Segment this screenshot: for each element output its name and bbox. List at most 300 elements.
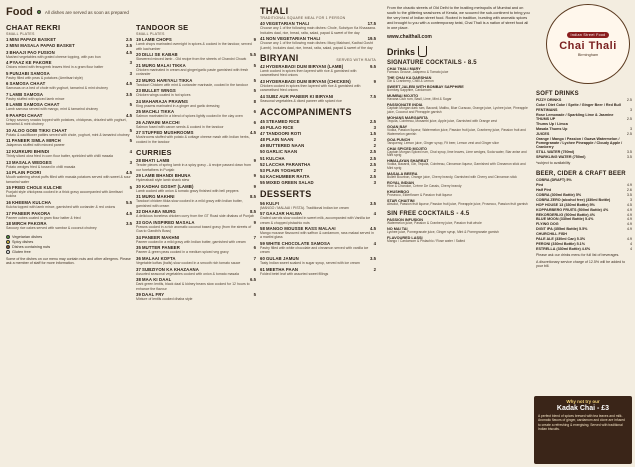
menu-item-number: 37 [136,266,141,272]
menu-item-name [260,143,304,148]
menu-item-description: Chicken cooked in spices then layered with rice & garnished with caramelised fried onions [260,84,361,93]
allergen-footnote: Some of the dishes on our menu may contain nuts and other allergens. Please ask a member of staff for more information. [6,256,131,266]
menu-item-name [260,201,279,206]
menu-item-label: MINI PAPADI BASKET [9,37,57,43]
beer-name: PALE ALE (330ml Can) 5.3% [536,237,586,242]
menu-item-description: Chicken marinated in cream and ginger/garlic paste garnished with fresh coriander [136,67,249,77]
soft-drink [536,137,632,149]
beer-price: 4 [629,246,632,251]
soft-drink-price: 2.5 [626,97,632,102]
menu-item-price: 4.5 [126,112,132,118]
menu-item-number: 45 [260,118,265,124]
cocktail-name: THE CHAI KA DARSHAN [387,75,432,80]
menu-item-description: Jalapenos stuffed with minced paneer [6,143,65,148]
menu-item-name [6,43,75,48]
menu-item-number: 10 [6,127,11,133]
soft-drink [536,132,632,136]
cocktail-description: Mango / Cardamom & Pistachio / Rose water / Salted [387,239,466,244]
menu-item-label: LACCHA PARANTHA [265,161,311,167]
soft-drink-name: Thums Up / Limca [536,122,568,127]
beer [536,242,632,246]
menu-item-label: DHAABA MURG [141,209,176,215]
menu-item-description: Choose any 1 of the following main dishes: Murg Makhani, Kadhai Gosht (Lamb). Includes daal, rice, bread, raita, salad, papad & sweet of the day [260,41,373,50]
cocktail-item [387,138,531,146]
cocktail-description: Hine & Chandon, Crème De Cassis, Cherry brandy [387,184,462,189]
menu-item-name [136,63,186,68]
cocktail-description: Captain Morgan dark rum, Bacardi, Malibu, Blue Curacao, Orange juice, Lychee juice, Pineapple juice, Coconut and Pineapple garnish [387,105,528,114]
website-link[interactable]: www.chaithali.com [387,34,432,40]
menu-item-description: Paneer cooked in a mild gravy with Indian butter, garnished with cream [136,239,246,244]
menu-item-price: 6 [253,266,256,272]
menu-item-description: Mouth watering wheat puffs filled with masala potatoes served with sweet & sour tamarind water [6,175,131,184]
beer-price: 4.9 [626,222,632,227]
menu-item-name [260,119,300,124]
menu-item-number: 29 [136,173,141,179]
menu-item-label: KACHUMBER RAITA [265,174,310,180]
menu-item-number: 57 [260,211,265,217]
menu-item [6,37,132,42]
menu-item-label: LAMB BHANDI BHUNA [141,173,191,179]
menu-item-label: MAHARAJA PRAWNS [141,98,188,104]
beer-price: 4.9 [626,212,632,217]
beer [536,222,632,226]
menu-item-label: ALOO GOBI TIKKI CHAAT [11,127,67,133]
soft-drink-name: SPARKLING WATER (750ml) [536,154,586,159]
beer-name: Pint [536,183,543,188]
menu-item-number: 39 [136,292,141,298]
menu-item-price: 2.5 [370,149,376,155]
menu-item-label: GAAJAR HALWA [265,211,303,217]
menu-item-number: 49 [260,143,265,149]
menu-item-number: 34 [136,234,141,240]
soft-drink [536,98,632,102]
menu-item-number: 5 [6,70,9,76]
beer-price: 4.9 [626,237,632,242]
beer-name: REKORDERLIG (500ml Bottle) 4% [536,212,596,217]
menu-item-name [6,71,50,76]
menu-item-price: 2.5 [370,161,376,167]
sinfree-cocktails-title: SIN FREE COCKTAILS - 4.5 [387,211,470,218]
menu-item-name [260,137,293,142]
menu-item-price: 9 [253,158,256,164]
menu-item-number: 32 [136,209,141,215]
menu-item-number: 48 [260,137,265,143]
menu-item-number: 31 [136,194,141,200]
menu-item-price: 8.5 [250,194,256,200]
cocktail-description: Bulleit Bourbon, Orange juice, Cherry brandy, Garnished with Cherry and Cinnamon stick [387,175,517,180]
beer [536,188,632,192]
menu-item-description: Tandoori Chicken with mint & coriander marinade, cooked in the tandoor [136,82,248,87]
menu-item-price: 5 [129,127,132,133]
menu-item-price: 17.5 [367,21,376,27]
soft-drink-price: 3.5 [626,154,632,159]
menu-item-price: 2.5 [370,155,376,161]
menu-item-price: 2 [373,137,376,143]
sinfree-cocktails-list [387,218,531,244]
beer-name: COBRA (DRAFT) 5% [536,178,572,183]
beer [536,193,632,197]
thali-list [260,21,376,50]
section-subtitle-tandoor: SMALL PLATES [136,32,165,36]
menu-item-name [260,180,314,185]
menu-item [260,131,376,136]
menu-item-price: 4.5 [370,226,376,232]
menu-item-number: 6 [6,81,9,87]
cocktail-item [387,67,531,75]
soft-drink-name: JUICES [536,132,550,137]
beer-price: 2.6 [626,188,632,193]
menu-item-label: KULCHA [265,155,285,161]
soft-drink-name: Rose Lemonade / Sparkling Lime & Jasmine [536,112,614,117]
cocktail-name: KHUSHBOO [387,190,410,195]
logo-location: Birmingham [577,52,599,57]
menu-item-label: MUTTER PANEER [141,245,180,251]
cocktail-description: Gin & Cranberry, Chilli & Lemon [387,78,434,83]
beer-name: HOP HOUSE 13 (330ml Bottle) 5% [536,202,595,207]
menu-item-price: 5 [253,292,256,298]
menu-item-number: 54 [260,174,265,180]
legend-item [6,235,132,239]
cocktail-description: Havana Club rum, Basil, Lime, Mint & Sugar [387,96,452,101]
soft-drink-name: Orange / Mango / Passion / Guava Watermelon / Pomegranate / Lychee Pineapple / Cloudy Apple / Cranberry [536,137,623,150]
cocktail-description: Vodka, Passion liqueur, Watermelon juice, Passion fruit juice, Cranberry juice, Passion fruit and Watermelon garnish [387,127,526,136]
menu-item-label: WHITE CHOCOLATE SAMOSA [265,241,331,246]
menu-item-description: Lamb cooked in spices then layered with rice & garnished with caramelised fried onions [260,69,357,78]
cocktail-item [387,172,531,180]
menu-item-price: 3 [129,60,132,66]
menu-item-name [260,156,285,161]
cocktail-name: CHAI SPICED MOJITO [387,146,428,151]
menu-item-number: 7 [6,91,9,97]
beer [536,237,632,241]
menu-item-label: PANEER PAKORA [11,210,51,216]
cocktail-description: Famous Grouse, Jalapeno & Tomato juice [387,70,449,74]
menu-item [260,143,376,148]
menu-item-label: STUFFED MUSHROOMS [141,130,194,136]
cocktail-item [387,236,531,244]
menu-item-description: Pastry stuffed with spiced lamb mince [6,96,65,101]
menu-item-label: KULFI [265,200,280,206]
menu-item-name [6,160,52,165]
menu-item-label: MURG HARIYALI TIKKA [141,77,193,83]
menu-item-description: Tasty Indian sweet soaked in sugar syrup, served with ice cream [260,260,360,265]
menu-item-label: LAMB SAMOSA CHAAT [9,102,60,108]
beer [536,208,632,212]
chai-thali-logo [546,4,630,84]
menu-item-description: Salmon marinated in a blend of spices lightly cooked in the clay oven [136,114,243,119]
cocktail-description: Tanqueray, Lemon juice, Ginger syrup, Fit beer, Lemon zest and Ginger slice [387,140,499,145]
legend-label: Vegetarian dishes [12,234,43,239]
menu-item-label: MURG MAKHNI [141,194,175,200]
menu-item-label: VEGETARIAN THALI [265,21,310,27]
yellow-dot-icon [6,240,10,244]
cocktail-name: PASSIONATE INDIA [387,102,423,107]
section-title-tandoor: TANDOOR SE [136,23,189,32]
menu-item-description: Potato wedges fried & tossed in chilli masala [6,164,76,169]
intro-text: From the chaotic streets of Old Delhi to the bustling metropolis of Mumbai and on south to the glittering seashores of Kerala, we scoured the sub-continent to bring you the very best of Indian street food. Rooted in tradition, bursting with aromatic spices and brought to you with a contemporary twist, Chai Thali is a nation of street food all in one place. [387,6,530,30]
menu-item-label: MIXED GREEN SALAD [265,180,314,186]
menu-item-description: Mashed vegetables with grated cheese topping, with pav bun [6,54,101,59]
menu-item-label: AJWAINI MACCHI [141,119,180,125]
menu-item-description: Tandoori chicken tikka slow cooked in a mild gravy with Indian butter, garnished with cream [136,199,243,208]
legend-item [6,250,132,254]
menu-item-label: KURKURI BHINDI [11,149,50,154]
soft-drink-name: FENTIMANS [536,107,558,112]
cocktail-name: CHAI THALI MARY [387,67,421,71]
beer [536,247,632,251]
beer [536,213,632,217]
menu-item-number: 60 [260,255,265,261]
cocktail-item [387,190,531,198]
soft-drink [536,155,632,159]
menu-item-description: Crispy savoury snacks topped with potatoes, chickpeas, drizzled with yoghurt, tamarind & mint chutney [6,117,127,127]
menu-item-label: BULLET WINGS [141,88,176,94]
menu-item-price: 3.5 [126,43,132,49]
cocktail-name: STAR CHAITINI [387,199,415,204]
menu-item-price: 3 [129,159,132,165]
service-charge-note: A discretionary service charge of 12.5% will be added to your bill. [536,259,626,269]
beer-name: COBRA (300ml Bottle) 5% [536,193,582,198]
menu-item-price: 9 [253,173,256,179]
beer-name: ESTRELLA (330ml Bottle) 4.6% [536,246,591,251]
menu-item-number: 40 [260,21,265,27]
menu-item-price: 6 [253,119,256,125]
menu-item-price: 5 [129,102,132,108]
menu-item-number: 44 [260,93,265,99]
menu-item-price: 9 [253,219,256,225]
menu-item-description: Choose any 1 of the following main dishes: Chole, Subziyon Ka Khazaana. Includes daal, rice, bread, raita, salad, papad & sweet of the day [260,26,376,35]
menu-item-number: 56 [260,200,265,206]
beer [536,227,632,231]
menu-item-description: Salmon fused with carom seeds & cooked in the tandoor [136,124,224,129]
menu-item-name [260,149,297,154]
beer-title: BEER, CIDER & CRAFT BEER [536,171,626,178]
menu-item-label: BHAAJI PAO FUSION [9,49,55,55]
menu-item-number: 26 [136,119,141,125]
beer-name: Half Pint [536,188,551,193]
menu-item-label: MAA KI DAAL [141,277,172,283]
menu-item-label: BHATI LAMB [141,158,170,164]
menu-item-price: 1.5 [370,130,376,136]
menu-item-price: 6.5 [250,277,256,283]
beer [536,232,632,236]
menu-item-label: MURG MALAI TIKKA [141,62,186,68]
menu-item-label: HYDERABADI DUM BIRYANI (LAMB) [265,64,344,70]
menu-item-name [260,267,298,272]
menu-item-number: 11 [6,138,11,144]
menu-item-description: Prawns cooked in a rich aromatic coconut based gravy (from the streets of Goa to Gandhi's Boss) [136,224,252,234]
menu-item-description: Folded betel leaf with assorted sweet fillings [260,271,329,276]
cocktail-name: MUMBAI MOJITO [387,93,419,98]
menu-item-price: 4.5 [126,81,132,87]
promo-description: A perfect blend of spices brewed with tea leaves and milk. Aromatic flavors of ginger, cardamom and clove are infused to create a refreshing & energising. Served with traditional Indian biscuits. [538,414,625,431]
cocktail-name: MOHANS MARGARITA [387,115,428,120]
promo-title: Kadak Chai - £3 [556,405,610,412]
menu-item-label: MIRCH PAKORA [11,221,47,227]
menu-item-price: 3.5 [370,200,376,206]
menu-item-label: LAMB SAMOSA [9,91,44,97]
menu-item-number: 22 [136,77,141,83]
beer [536,203,632,207]
menu-item-price: 7 [253,234,256,240]
beer-name: CHURCHILL FISH [536,232,567,237]
soft-drink-price: 2.5 [626,132,632,137]
menu-item-name [260,174,310,179]
menu-item-number: 9 [6,112,9,118]
cocktail-description: Watermelon juice, Passion & Cranberry juice, Passion fruit whole [387,221,482,226]
menu-item-description: Seasonal vegetables & diced paneer with spiced rice [260,98,342,103]
cocktail-name: MASALA BEERA [387,172,418,177]
biryani-header [260,53,376,63]
menu-item-label: NON VEGETARIAN THALI [265,36,321,42]
biryani-list [260,64,376,103]
menu-item-number: 18 [6,221,11,227]
soft-drink [536,103,632,107]
menu-item-price: 7 [253,256,256,261]
legend-label: Dishes containing nuts [12,244,51,249]
accompaniments-list [260,119,376,186]
menu-item-label: FRIED CHOLE KULCHE [11,185,63,191]
menu-item-description: Kulcha topped with lamb mince, garnished with coriander & red onions [6,205,116,209]
tandoor-list [136,37,256,144]
menu-item-price: 4 [129,149,132,154]
menu-item-number: 52 [260,161,265,167]
menu-item-description: Onions mixed with fenugreek leaves fried in a gram flour batter [6,65,104,70]
kadak-chai-promo [534,396,632,464]
menu-item-price: 5 [129,185,132,191]
cocktail-item [387,103,531,115]
menu-item-label: DILLI SE KABAB [141,52,178,58]
soft-drink-name: Masala Thums Up [536,127,568,132]
menu-item-description: Paneer cubes coated in gram flour batter & fried [6,215,81,220]
menu-item-price: 2 [373,266,376,272]
menu-item-price: 4 [373,241,376,246]
section-subtitle-biryani: SERVED WITH RAITA [336,57,376,62]
food-note: All dishes are served as soon as prepared [44,9,129,15]
menu-item-number: 24 [136,98,141,104]
chaat-list [6,37,132,230]
cocktail-description: Vodka, Bacardi, Gin, Tequila, Cointreau, Cinnamon liqueur, Garnished with Cinnamon stick and Mint sprig [387,162,526,171]
logo-brand: Chai Thali [559,39,617,52]
menu-item-label: KADHAI GOSHT (LAMB) [141,183,194,189]
menu-item-price: 2.5 [370,174,376,180]
menu-item-price: 7.5 [370,93,376,99]
food-title: Food [6,6,33,18]
soft-drink-price: 3 [629,127,632,132]
menu-item-label: PULAO RICE [265,124,294,130]
drinks-menu-note: Please ask our drinks menu for full list of beverages. [536,252,620,257]
logo-tagline: Indian Street Food [567,32,610,38]
menu-item-label: MASALA WEDGES [11,159,52,165]
menu-item-price: 9 [253,183,256,189]
menu-item [260,168,376,173]
menu-item-price: 5.5 [250,52,256,58]
menu-item-label: MALAAI KOFTA [141,256,176,261]
menu-item [260,125,376,130]
menu-item-number: 46 [260,124,265,130]
menu-item-name [6,211,50,216]
menu-item-number: 21 [136,62,141,68]
section-title-accompaniments: ACCOMPANIMENTS [260,107,352,118]
soft-drinks-title: SOFT DRINKS [536,91,579,97]
menu-item-price: 6 [253,109,256,115]
menu-item-label: PLAIN NAAN [265,137,294,143]
menu-item-description: Vegetable koftas (balls) slow cooked in a smooth rich tomato sauce [136,261,241,265]
menu-item-price: 4.5 [126,49,132,55]
drinks-header [387,46,531,57]
cocktail-item [387,147,531,159]
menu-item [260,156,376,161]
menu-item-price: 9 [253,37,256,43]
signature-cocktails-list [387,67,531,207]
section-title-biryani: BIRYANI [260,52,299,63]
menu-item-number: 8 [6,102,9,108]
menu-item-label: SUBZIYON KA KHAZAANA [141,266,199,272]
menu-item-label: PUNJABI SAMOSA [9,70,50,76]
soft-drink [536,117,632,121]
menu-item-label: MEETHA PAAN [265,266,299,272]
menu-item-number: 47 [260,130,265,136]
menu-item-price: 3.5 [126,221,132,227]
soft-drink-price: 2.5 [626,117,632,122]
menu-item-label: GOA INSPIRED MASALA [141,219,195,225]
menu-item-name [260,125,293,130]
cocktail-name: FLAVOURED LASSI [387,236,423,241]
menu-item-number: 4 [6,60,9,66]
soft-drink-name: Coke / Diet Coke / Sprite / Ginger Beer / Red Bull [536,102,621,107]
menu-item-number: 23 [136,88,141,94]
menu-item-description: Mixture of lentils cooked dhaba style [136,297,193,302]
cocktail-item [387,85,531,93]
menu-item-price: 4.5 [126,210,132,216]
menu-item-name [136,78,192,83]
menu-item-description: (MANGO / MALAAI / PISTA). Traditional Indian ice cream [260,205,349,210]
availability-note: *subject to availability [536,160,571,165]
menu-item-description: Chicken wings coated in hot spices [136,93,191,98]
menu-item-number: 27 [136,130,141,136]
menu-item-label: STEAMED RICE [265,118,300,124]
menu-item-description: Skewered minced lamb - Old recipe from the streets of Chandni Chowk [136,57,247,62]
beer-name: KOPPARBERG FRUITS (500ml Bottle) 4% [536,207,609,212]
cocktail-item [387,159,531,171]
menu-item-description: Lamb chops marinated overnight in spices & cooked in the tandoor, served with kachumber [136,42,252,51]
menu-item-label: TANDOORI ROTI [265,130,302,136]
menu-item [260,162,376,167]
soft-drink-price: 3 [629,107,632,112]
menu-item-price: 6 [253,245,256,251]
menu-item-label: MANGO MOUSSE RASS MALAAI [265,226,336,232]
glass-icon [418,46,427,57]
cocktail-description: Prosecco, Elderflower & Passion fruit liqueur [387,193,453,198]
menu-item [260,119,376,124]
menu-item-name [260,162,310,167]
menu-item-number: 59 [260,241,265,246]
menu-item-description: Dark green lentils, black daal & kidney beans slow cooked for 12 hours to enhance the flavour [136,282,250,291]
legend-item [6,240,132,244]
menu-item-number: 35 [136,245,141,251]
menu-item-price: 5.5 [126,200,132,205]
beer [536,178,632,182]
menu-item-name [6,50,55,55]
menu-item-label: GULAB JAMUN [265,255,299,261]
menu-item-price: 3 [129,70,132,76]
menu-item-description: A delicious boneless chicken curry from the GT Road side dhabas of Punjab [136,214,254,219]
soft-drink-name: FIZZY DRINKS [536,97,562,102]
cocktail-name: SWEET JALEBI WITH BOMBAY SAPPHIRE [387,84,464,89]
menu-item-number: 30 [136,183,141,189]
menu-item-number: 16 [6,200,11,205]
menu-item-label: PAAPDI CHAAT [9,112,43,118]
